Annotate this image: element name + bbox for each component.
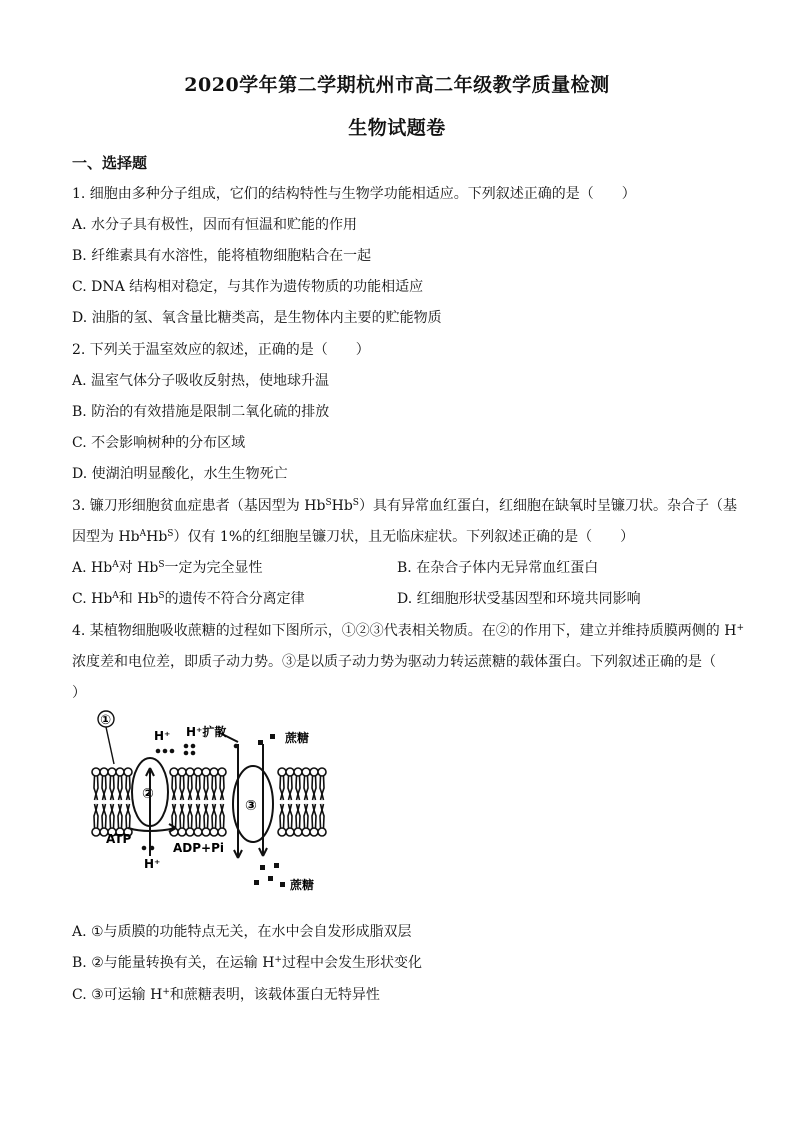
- lipid-head: [210, 828, 218, 836]
- lipid-head: [194, 828, 202, 836]
- lipid-tail: [102, 804, 104, 828]
- lipid-tail: [104, 776, 106, 800]
- lipid-tail: [290, 804, 292, 828]
- label-3: ③: [245, 798, 257, 814]
- lipid-tail: [280, 804, 282, 828]
- label-2: ②: [142, 786, 154, 802]
- lipid-tail: [320, 776, 322, 800]
- q1-option-a: A. 水分子具有极性，因而有恒温和贮能的作用: [72, 217, 358, 233]
- lipid-tail: [172, 776, 174, 800]
- q3-option-b: B. 在杂合子体内无异常血红蛋白: [397, 560, 599, 576]
- lipid-tail: [290, 776, 292, 800]
- lipid-tail: [306, 776, 308, 800]
- section-heading: 一、选择题: [72, 154, 148, 172]
- lipid-tail: [212, 804, 214, 828]
- lipid-tail: [296, 776, 298, 800]
- lipid-head: [124, 768, 132, 776]
- lipid-head: [100, 768, 108, 776]
- h-bottom-label: H⁺: [144, 857, 161, 871]
- lipid-tail: [172, 804, 174, 828]
- lipid-head: [286, 768, 294, 776]
- lipid-tail: [198, 776, 200, 800]
- lipid-tail: [182, 804, 184, 828]
- lipid-tail: [204, 804, 206, 828]
- lipid-head: [302, 768, 310, 776]
- lipid-tail: [198, 804, 200, 828]
- lipid-tail: [222, 804, 224, 828]
- lipid-tail: [322, 804, 324, 828]
- lipid-tail: [110, 776, 112, 800]
- lipid-tail: [304, 776, 306, 800]
- lipid-tail: [94, 804, 96, 828]
- lipid-head: [286, 828, 294, 836]
- lipid-tail: [214, 804, 216, 828]
- h-top-label: H⁺: [154, 729, 171, 743]
- lipid-tail: [212, 776, 214, 800]
- lipid-tail: [94, 776, 96, 800]
- q3-stem-line1: 3. 镰刀形细胞贫血症患者（基因型为 $Hb^SHb^S$）具有异常血红蛋白，红细胞在缺氧时呈镰刀状。杂合子（基: [72, 498, 737, 514]
- q3-option-d: D. 红细胞形状受基因型和环境共同影响: [397, 591, 641, 607]
- lipid-tail: [96, 804, 98, 828]
- lipid-tail: [282, 804, 284, 828]
- lipid-tail: [312, 804, 314, 828]
- lipid-tail: [126, 776, 128, 800]
- lipid-tail: [306, 804, 308, 828]
- q3-option-c: C. $Hb^A$和 $Hb^S$的遗传不符合分离定律: [72, 591, 305, 607]
- lipid-tail: [180, 776, 182, 800]
- lipid-tail: [322, 776, 324, 800]
- lipid-tail: [220, 776, 222, 800]
- lipid-tail: [112, 804, 114, 828]
- lipid-head: [278, 768, 286, 776]
- lipid-tail: [206, 776, 208, 800]
- lipid-tail: [314, 804, 316, 828]
- lipid-head: [318, 828, 326, 836]
- lipid-tail: [118, 804, 120, 828]
- lipid-tail: [112, 776, 114, 800]
- q4-stem-line3: ）: [72, 685, 86, 701]
- lipid-head: [178, 828, 186, 836]
- lipid-tail: [188, 776, 190, 800]
- lipid-tail: [304, 804, 306, 828]
- lipid-head: [170, 768, 178, 776]
- lipid-head: [278, 828, 286, 836]
- lipid-head: [194, 768, 202, 776]
- q4-stem-line1: 4. 某植物细胞吸收蔗糖的过程如下图所示，①②③代表相关物质。在②的作用下，建立并维持质膜两侧的 H+: [72, 623, 745, 639]
- lipid-tail: [280, 776, 282, 800]
- lipid-tail: [180, 804, 182, 828]
- membrane-transport-figure: [88, 706, 338, 902]
- lipid-head: [186, 768, 194, 776]
- lipid-tail: [128, 804, 130, 828]
- lipid-head: [310, 828, 318, 836]
- lipid-tail: [296, 804, 298, 828]
- lipid-head: [318, 768, 326, 776]
- q2-option-b: B. 防治的有效措施是限制二氧化硫的排放: [72, 404, 330, 420]
- lipid-head: [116, 768, 124, 776]
- lipid-tail: [312, 776, 314, 800]
- lipid-tail: [118, 776, 120, 800]
- q1-stem: 1. 细胞由多种分子组成，它们的结构特性与生物学功能相适应。下列叙述正确的是（ ）: [72, 186, 636, 202]
- q1-option-c: C. DNA 结构相对稳定，与其作为遗传物质的功能相适应: [72, 279, 424, 295]
- exam-subtitle: 生物试题卷: [348, 117, 446, 139]
- lipid-tail: [206, 804, 208, 828]
- lipid-head: [310, 768, 318, 776]
- lipid-head: [302, 828, 310, 836]
- lipid-tail: [204, 776, 206, 800]
- lipid-head: [178, 768, 186, 776]
- lipid-head: [202, 768, 210, 776]
- q2-stem: 2. 下列关于温室效应的叙述，正确的是（ ）: [72, 342, 370, 358]
- q4-option-c: C. ③可运输 H+和蔗糖表明，该载体蛋白无特异性: [72, 987, 380, 1003]
- lipid-tail: [126, 804, 128, 828]
- q4-option-a: A. ①与质膜的功能特点无关，在水中会自发形成脂双层: [72, 924, 412, 940]
- lipid-tail: [222, 776, 224, 800]
- lipid-bilayer: [92, 768, 326, 836]
- sucrose-top-label: 蔗糖: [285, 731, 310, 745]
- q1-option-d: D. 油脂的氢、氧含量比糖类高，是生物体内主要的贮能物质: [72, 310, 442, 326]
- lipid-tail: [320, 804, 322, 828]
- lipid-head: [186, 828, 194, 836]
- lipid-tail: [282, 776, 284, 800]
- lipid-tail: [96, 776, 98, 800]
- lipid-tail: [214, 776, 216, 800]
- sucrose-bottom-label: 蔗糖: [290, 878, 315, 892]
- lipid-tail: [104, 804, 106, 828]
- lipid-head: [92, 768, 100, 776]
- q2-option-c: C. 不会影响树种的分布区域: [72, 435, 246, 451]
- lipid-tail: [102, 776, 104, 800]
- exam-title: 2020学年第二学期杭州市高二年级教学质量检测: [184, 74, 610, 96]
- lipid-tail: [190, 776, 192, 800]
- label-1-pointer: [106, 727, 114, 764]
- q3-stem-line2: 因型为 $Hb^AHb^S$）仅有 1%的红细胞呈镰刀状，且无临床症状。下列叙述正确的是（ ）: [72, 529, 635, 545]
- lipid-head: [202, 828, 210, 836]
- lipid-tail: [288, 804, 290, 828]
- q4-option-b: B. ②与能量转换有关，在运输 H+过程中会发生形状变化: [72, 955, 422, 971]
- lipid-tail: [196, 776, 198, 800]
- lipid-tail: [190, 804, 192, 828]
- lipid-tail: [220, 804, 222, 828]
- lipid-tail: [288, 776, 290, 800]
- q3-option-a: A. $Hb^A$对 $Hb^S$一定为完全显性: [72, 560, 263, 576]
- lipid-tail: [174, 804, 176, 828]
- q1-option-b: B. 纤维素具有水溶性，能将植物细胞粘合在一起: [72, 248, 372, 264]
- lipid-head: [108, 768, 116, 776]
- lipid-head: [294, 768, 302, 776]
- lipid-head: [294, 828, 302, 836]
- lipid-tail: [298, 776, 300, 800]
- lipid-head: [210, 768, 218, 776]
- h-diffuse-label: H⁺扩散: [186, 725, 227, 739]
- lipid-head: [218, 828, 226, 836]
- label-1: ①: [100, 713, 112, 728]
- lipid-tail: [188, 804, 190, 828]
- lipid-tail: [174, 776, 176, 800]
- lipid-tail: [182, 776, 184, 800]
- adp-label: ADP+Pi: [173, 841, 225, 855]
- q2-option-d: D. 使湖泊明显酸化，水生生物死亡: [72, 466, 288, 482]
- lipid-tail: [120, 776, 122, 800]
- lipid-tail: [314, 776, 316, 800]
- lipid-tail: [128, 776, 130, 800]
- lipid-tail: [196, 804, 198, 828]
- lipid-head: [92, 828, 100, 836]
- lipid-tail: [120, 804, 122, 828]
- q2-option-a: A. 温室气体分子吸收反射热，使地球升温: [72, 373, 330, 389]
- lipid-tail: [110, 804, 112, 828]
- lipid-tail: [298, 804, 300, 828]
- lipid-head: [218, 768, 226, 776]
- atp-label: ATP: [106, 832, 132, 846]
- q4-stem-line2: 浓度差和电位差，即质子动力势。③是以质子动力势为驱动力转运蔗糖的载体蛋白。下列叙述正确的是（: [72, 654, 716, 670]
